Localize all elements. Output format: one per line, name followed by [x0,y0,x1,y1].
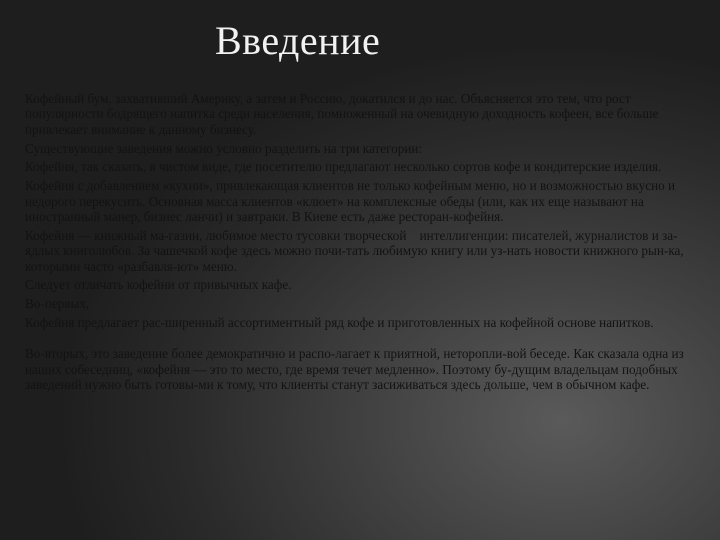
paragraph: Кофейня — книжный ма-газин, любимое место тусовки творческой интеллигенции: писателей, журналистов и за-ядлых книголюбов. За чашечкой кофе здесь можно почи-тать любимую книгу или уз-нать новости книжного рын-ка, которыми часто «разбавля-ют» меню. [25,227,687,274]
slide-title: Введение [215,18,381,63]
paragraph: Во-первых, [25,296,90,312]
paragraph: Кофейня, так сказать, в чистом виде, где посетителю предлагают несколько сортов кофе и кондитерские изделия. [25,159,662,175]
paragraph: Во-вторых, это заведение более демократично и распо-лагает к приятной, неторопли-вой беседе. Как сказала одна из наших собеседниц, «кофейня — это то место, где время течет медленно». Поэтому бу-дущим владельцам подобных заведений нужно быть готовы-ми к тому, что клиенты станут засиживаться здесь дольше, чем в обычном кафе. [25,346,684,393]
paragraph: Кофейня предлагает рас-ширенный ассортиментный ряд кофе и приготовленных на кофейной основе напитков. [25,315,654,331]
slide-body [25,91,697,396]
paragraph: Кофейный бум, захвативший Америку, а затем и Россию, докатился и до нас. Объясняется это тем, что рост популярности бодрящего напитка среди населения, помноженный на очевидную доходность кофеен, все больше привлекает внимание к данному бизнесу. [25,91,659,137]
paragraph: Существующие заведения можно условно разделить на три категории: [25,140,423,156]
paragraph: Кофейня с добавлением «кухни», привлекающая клиентов не только кофейным меню, но и возможностью вкусно и недорого перекусить. Основная масса клиентов «клюет» на комплексные обеды (или, как их еще называют на иностранный манер, бизнес ланчи) и завтраки. В Киеве есть даже ресторан-кофейня. [25,178,676,225]
paragraph: Следует отличать кофейни от привычных кафе. [25,277,292,293]
